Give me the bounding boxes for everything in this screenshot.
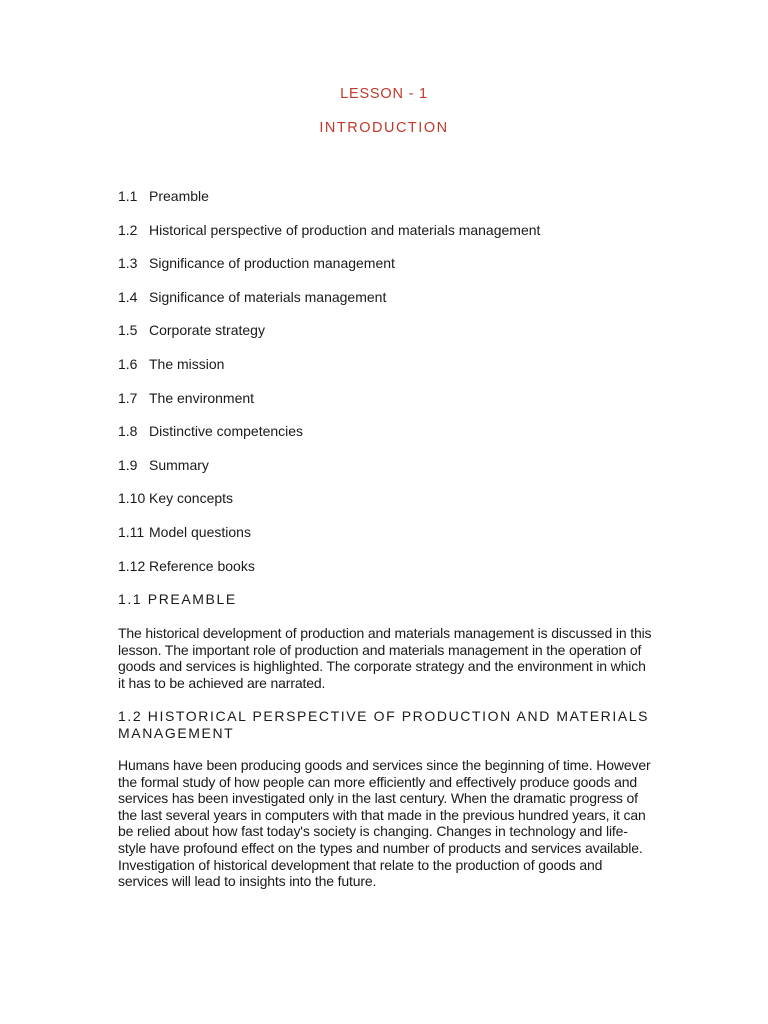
toc-number: 1.5 bbox=[118, 322, 138, 339]
toc-label: Distinctive competencies bbox=[149, 423, 304, 440]
toc-item bbox=[118, 187, 540, 221]
toc-item bbox=[118, 557, 540, 591]
table-of-contents bbox=[118, 187, 540, 590]
toc-number: 1.12 bbox=[118, 557, 146, 574]
toc-item bbox=[118, 254, 540, 288]
lesson-number: LESSON - 1 bbox=[340, 86, 428, 102]
toc-item bbox=[118, 523, 540, 557]
toc-item bbox=[118, 456, 540, 490]
toc-number: 1.7 bbox=[118, 389, 138, 406]
toc-item bbox=[118, 221, 540, 255]
paragraph-preamble: The historical development of production and materials management is discussed in this lesson. The important role of production and materials management in the operation of goods and services is highlighted. The corporate strategy and the environment in which it has to be achieved are narrated. bbox=[118, 625, 652, 691]
toc-item bbox=[118, 422, 540, 456]
toc-number: 1.10 bbox=[118, 490, 146, 507]
paragraph-history: Humans have been producing goods and services since the beginning of time. However the formal study of how people can more efficiently and effectively produce goods and services has been investigated only in the last century. When the dramatic progress of the last several years in computers with that made in the previous hundred years, it can be relied about how fast today's society is changing. Changes in technology and life-style have profound effect on the types and number of products and services available. Investigation of historical development that relate to the production of goods and services will lead to insights into the future. bbox=[118, 757, 651, 890]
lesson-title: INTRODUCTION bbox=[319, 120, 449, 136]
toc-label: Corporate strategy bbox=[149, 322, 265, 339]
toc-number: 1.2 bbox=[118, 221, 138, 238]
toc-label: The environment bbox=[149, 389, 255, 406]
toc-number: 1.9 bbox=[118, 456, 138, 473]
toc-number: 1.11 bbox=[118, 523, 145, 540]
toc-item bbox=[118, 288, 540, 322]
section-heading-preamble: 1.1 PREAMBLE bbox=[118, 591, 237, 607]
toc-item bbox=[118, 389, 540, 423]
toc-number: 1.1 bbox=[118, 188, 138, 204]
toc-number: 1.3 bbox=[118, 255, 138, 272]
toc-item bbox=[118, 321, 540, 355]
toc-number: 1.8 bbox=[118, 423, 138, 440]
toc-label: Key concepts bbox=[149, 490, 234, 507]
toc-item bbox=[118, 355, 540, 389]
toc-item bbox=[118, 489, 540, 523]
toc-number: 1.4 bbox=[118, 288, 138, 305]
toc-label: Summary bbox=[149, 456, 209, 473]
toc-label: Model questions bbox=[149, 523, 251, 540]
toc-label: The mission bbox=[149, 355, 225, 372]
toc-number: 1.6 bbox=[118, 355, 138, 372]
toc-label: Significance of production management bbox=[149, 255, 395, 272]
toc-label: Reference books bbox=[149, 557, 255, 574]
section-heading-history: 1.2 HISTORICAL PERSPECTIVE OF PRODUCTION AND MATERIALS MANAGEMENT bbox=[118, 708, 650, 741]
toc-label: Significance of materials management bbox=[149, 288, 387, 305]
toc-label: Preamble bbox=[149, 188, 209, 204]
toc-label: Historical perspective of production and materials management bbox=[149, 221, 541, 238]
